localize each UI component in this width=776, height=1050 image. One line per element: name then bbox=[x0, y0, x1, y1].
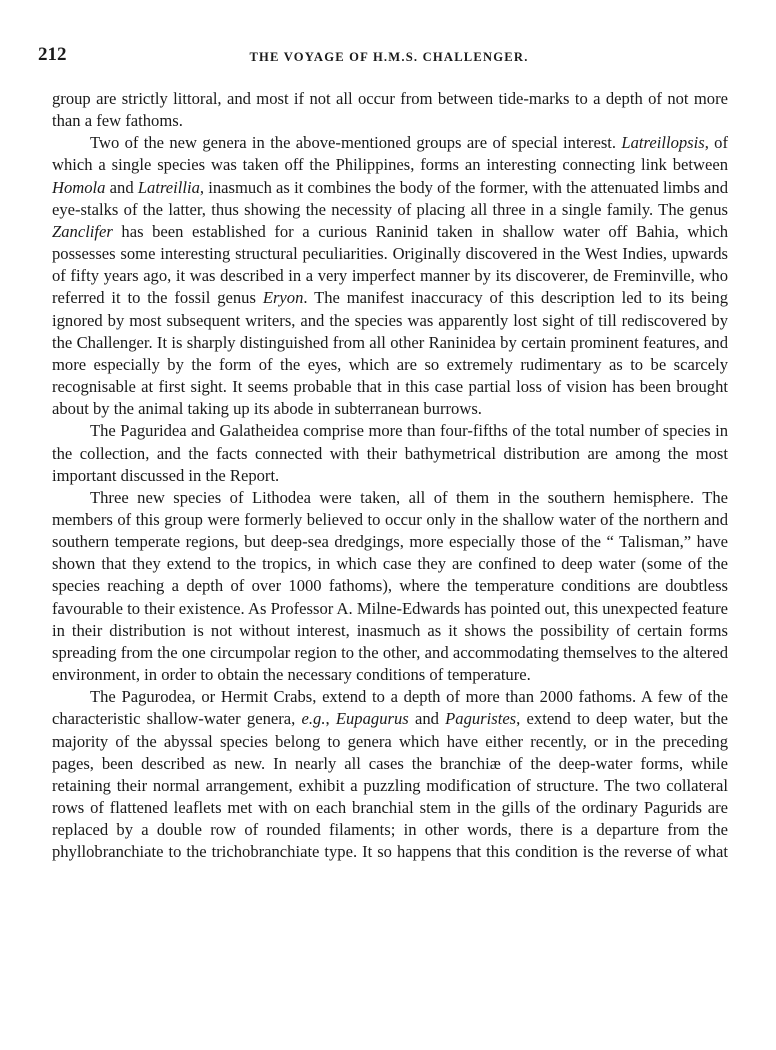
text-run: , of which a single species was taken off the Philippines, forms an interesting connecting link between bbox=[52, 133, 729, 175]
text-run: has been established for a curious Raninid taken in shallow water off Bahia, which possesses some interesting structural peculiarities. Originally discovered in the West Indies, upwards of fifty years ago, it was described in a very imperfect manner by its discoverer, de Freminville, who referred it to the fossil genus bbox=[52, 221, 728, 308]
page-number: 212 bbox=[38, 44, 67, 65]
text-run: , bbox=[325, 709, 336, 729]
italic-term: Paguristes bbox=[445, 709, 517, 729]
text-run: and bbox=[408, 709, 446, 729]
text-run: and bbox=[105, 177, 138, 197]
paragraph bbox=[52, 686, 728, 863]
italic-term: Latreillia bbox=[137, 177, 200, 197]
paragraph bbox=[52, 420, 728, 486]
text-run: Three new species of Lithodea were taken, all of them in the southern hemisphere. The members of this group were formerly believed to occur only in the shallow water of the northern and southern temperate regions, but deep-sea dredgings, more especially those of the “ Talisman,” have shown that they extend to the tropics, in which case they are confined to deep water (some of the species reaching a depth of over 1000 fathoms), where the temperature conditions are doubtless favourable to their existence. As Professor A. Milne-Edwards has pointed out, this unexpected feature in their distribution is not without interest, inasmuch as it shows the possibility of certain forms spreading from the one circumpolar region to the other, and accommodating themselves to the altered environment, in order to obtain the necessary conditions of temperature. bbox=[52, 487, 728, 685]
italic-term: Homola bbox=[52, 177, 106, 197]
italic-term: Eryon bbox=[262, 288, 304, 308]
paragraph bbox=[52, 132, 728, 420]
body-text bbox=[52, 88, 728, 863]
running-title: THE VOYAGE OF H.M.S. CHALLENGER. bbox=[249, 50, 529, 64]
italic-term: Zanclifer bbox=[52, 221, 113, 241]
italic-term: Eupagurus bbox=[335, 709, 409, 729]
paragraph bbox=[52, 487, 728, 686]
italic-term: e.g. bbox=[301, 709, 326, 729]
text-run: group are strictly littoral, and most if not all occur from between tide-marks to a depth of not more than a few fathoms. bbox=[52, 89, 728, 131]
italic-term: Latreillopsis bbox=[621, 133, 705, 153]
text-run: Two of the new genera in the above-mentioned groups are of special interest. bbox=[90, 133, 622, 153]
page-header bbox=[38, 42, 740, 72]
paragraph bbox=[52, 88, 728, 132]
text-run: . The manifest inaccuracy of this description led to its being ignored by most subsequent writers, and the species was apparently lost sight of till rediscovered by the Challenger. It is sharply distinguished from all other Raninidea by certain prominent features, and more especially by the form of the eyes, which are so extremely rudimentary as to be scarcely recognisable at first sight. It seems probable that in this case partial loss of vision has been brought about by the animal taking up its abode in subterranean burrows. bbox=[52, 288, 728, 419]
text-run: , inasmuch as it combines the body of the former, with the attenuated limbs and eye-stalks of the latter, thus showing the necessity of placing all three in a single family. The genus bbox=[52, 177, 728, 219]
text-run: , extend to deep water, but the majority of the abyssal species belong to genera which have either recently, or in the preceding pages, been described as new. In nearly all cases the branchiæ of the deep-water forms, while retaining their normal arrangement, exhibit a puzzling modification of structure. The two collateral rows of flattened leaflets met with on each branchial stem in the gills of the ordinary Pagurids are replaced by a double row of rounded filaments; in other words, there is a departure from the phyllobranchiate to the trichobranchiate type. It so happens that this condition is the reverse of what bbox=[52, 709, 728, 862]
text-run: The Paguridea and Galatheidea comprise more than four-fifths of the total number of species in the collection, and the facts connected with their bathymetrical distribution are among the most important discussed in the Report. bbox=[52, 421, 728, 485]
text-run: The Pagurodea, or Hermit Crabs, extend to a depth of more than 2000 fathoms. A few of the characteristic shallow-water genera, bbox=[52, 687, 728, 729]
